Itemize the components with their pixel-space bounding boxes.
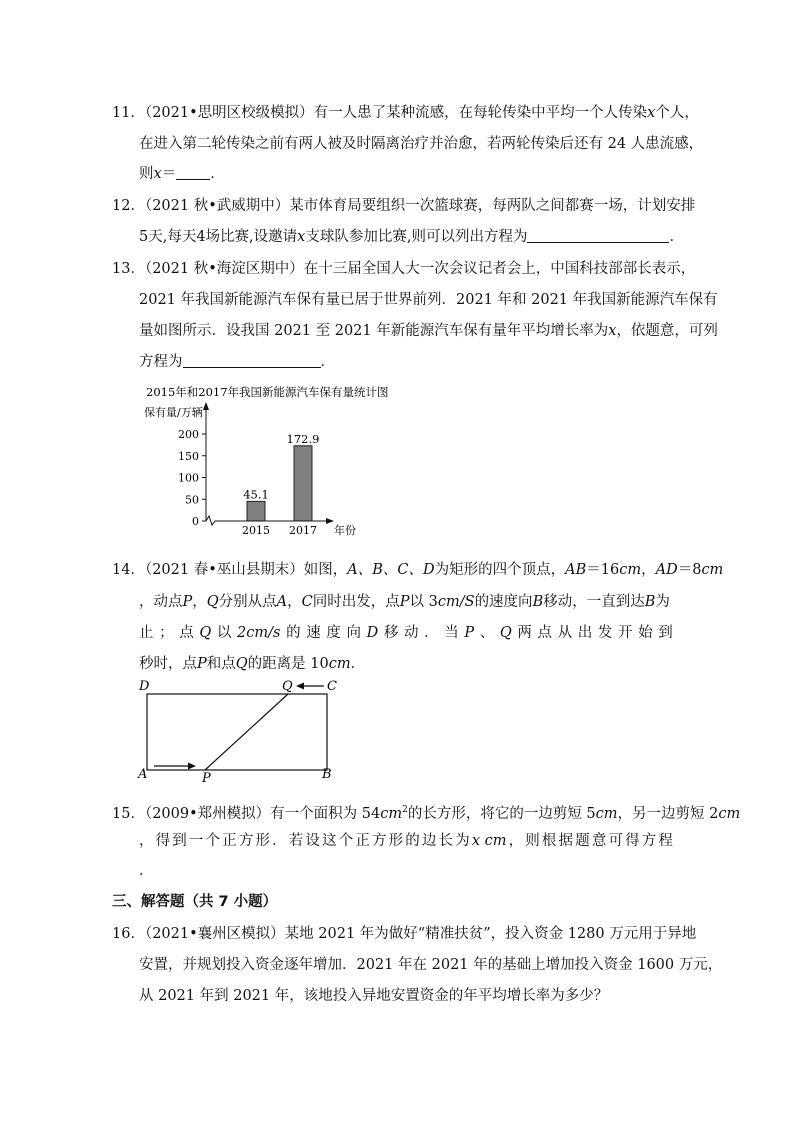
- text-cell: 正: [355, 833, 370, 849]
- text-cell: 从: [557, 625, 573, 641]
- text-cell: ．: [424, 625, 439, 641]
- x-tick-label: 2017: [289, 524, 317, 537]
- text-cell: 若: [288, 833, 304, 849]
- text-cell: 到: [658, 625, 673, 641]
- bar: [247, 501, 265, 521]
- text-cell: 个: [338, 833, 354, 849]
- text-cell: 开: [618, 625, 633, 641]
- text-cell: 形: [255, 833, 270, 849]
- text-cell: 长: [438, 833, 454, 849]
- x-axis-arrowhead: [326, 518, 334, 524]
- q13-line1: 13．（2021 秋•海淀区期中）在十三届全国人大一次会议记者会上，中国科技部部长表示，: [112, 261, 696, 277]
- text-cell: ，: [508, 833, 524, 849]
- text-cell: 个: [205, 833, 221, 849]
- segment-pq: [205, 694, 288, 770]
- text-cell: D: [366, 625, 379, 641]
- text-cell: 正: [222, 833, 237, 849]
- q11-line2: 在进入第二轮传染之前有两人被及时隔离治疗并治愈，若两轮传染后还有 24 人患流感，: [139, 136, 704, 152]
- y-axis-label: 保有量/万辆: [144, 406, 203, 419]
- rectangle-figure: [132, 674, 352, 786]
- q13-line3: 量如图所示．设我国 2021 至 2021 年新能源汽车保有量年平均增长率为x，依题意，可列: [139, 323, 718, 339]
- label-d: D: [139, 679, 150, 694]
- x-tick-label: 2015: [242, 524, 270, 537]
- text-cell: 向: [346, 625, 361, 641]
- text-cell: 题: [575, 833, 590, 849]
- text-cell: ，: [139, 833, 154, 849]
- q11-line3: 则x＝ ．: [139, 166, 225, 182]
- q14-line2: ，动点P，Q分别从点A，C同时出发，点P以 3cm/S的速度向B移动，一直到达B为: [139, 594, 670, 610]
- text-cell: 点: [179, 625, 194, 641]
- text-cell: 止: [139, 625, 154, 641]
- q11-line1: 11．（2021•思明区校级模拟）有一人患了某种流感，在每轮传染中平均一个人传染x个人，: [112, 105, 699, 121]
- x-axis-label: 年份: [334, 524, 356, 537]
- text-cell: 边: [421, 833, 437, 849]
- text-cell: 方: [641, 833, 657, 849]
- label-q: Q: [282, 679, 293, 694]
- q15-line2: [139, 831, 673, 851]
- q14-line4: 秒时，点P和点Q的距离是 10cm．: [139, 656, 366, 672]
- section-heading: 三、解答题（共 7 小题）: [112, 894, 278, 910]
- text-cell: 得: [625, 833, 640, 849]
- q16-line3: 从 2021 年到 2021 年，该地投入异地安置资金的年平均增长率为多少？: [139, 988, 609, 1004]
- text-cell: 度: [326, 625, 341, 641]
- question-number: 15．: [112, 805, 145, 822]
- arrowhead-right: [188, 763, 196, 770]
- y-tick-label: 50: [185, 493, 199, 507]
- text-cell: 形: [388, 833, 404, 849]
- text-cell: 得: [155, 833, 171, 849]
- y-axis-ticks: [178, 402, 209, 528]
- text-cell: 移: [383, 625, 399, 641]
- label-b: B: [322, 767, 332, 782]
- q15-line3: ．: [139, 863, 154, 879]
- text-cell: 点: [537, 625, 552, 641]
- text-cell: 意: [591, 833, 607, 849]
- text-cell: 的: [405, 833, 420, 849]
- text-cell: 发: [597, 625, 613, 641]
- answer-blank[interactable]: [176, 165, 210, 180]
- text-cell: 速: [306, 625, 321, 641]
- y-tick-label: 150: [178, 449, 199, 463]
- y-axis-arrowhead: [203, 402, 209, 410]
- arrowhead-left: [296, 683, 304, 690]
- text-cell: 为: [455, 833, 470, 849]
- question-number: 11．: [112, 105, 145, 121]
- text-cell: ．: [272, 833, 287, 849]
- text-cell: 始: [638, 625, 653, 641]
- question-number: 16．: [112, 926, 145, 942]
- text-cell: x cm: [471, 833, 507, 849]
- y-tick-label: 100: [178, 471, 199, 485]
- text-cell: 程: [658, 833, 673, 849]
- q14-line1: 14．（2021 春•巫山县期末）如图，A、B、C、D为矩形的四个顶点，AB＝16cm，AD＝8cm: [112, 562, 724, 578]
- text-cell: 、: [479, 625, 495, 641]
- text-cell: 一: [188, 833, 204, 849]
- q13-line4: 方程为 ．: [139, 354, 335, 370]
- q14-line3: [139, 623, 673, 643]
- text-cell: 2cm/s: [237, 625, 281, 641]
- text-cell: 可: [608, 833, 623, 849]
- chart-title: 2015年和2017年我国新能源汽车保有量统计图: [146, 385, 389, 399]
- q12-line2: 5天,每天4场比赛,设邀请x支球队参加比赛,则可以列出方程为 ．: [139, 229, 684, 245]
- y-tick-label: 200: [178, 428, 199, 441]
- q13-line2: 2021 年我国新能源汽车保有量已居于世界前列．2021 年和 2021 年我国新能源汽车保有: [139, 292, 718, 308]
- text-cell: 两: [517, 625, 532, 641]
- text-cell: 当: [444, 625, 459, 641]
- text-cell: P: [464, 625, 475, 641]
- text-cell: 到: [172, 833, 187, 849]
- label-a: A: [138, 767, 148, 782]
- answer-blank[interactable]: [527, 228, 669, 243]
- data-label: 172.9: [286, 431, 320, 446]
- data-label: 45.1: [243, 487, 269, 502]
- text-cell: 出: [577, 625, 593, 641]
- bar: [294, 446, 312, 521]
- text-cell: Q: [499, 625, 512, 641]
- text-cell: 的: [286, 625, 301, 641]
- rectangle-abcd: [147, 694, 327, 770]
- text-cell: Q: [199, 625, 212, 641]
- answer-blank[interactable]: [183, 353, 321, 368]
- y-tick-label: 0: [192, 515, 199, 528]
- q15-line1: 15．（2009•郑州模拟）有一个面积为 $54cm^2$的长方形，将它的一边剪短 5cm，另一边剪短 2cm: [112, 805, 741, 822]
- text-cell: 以: [216, 625, 232, 641]
- text-cell: ；: [159, 625, 174, 641]
- bar-chart: [140, 380, 400, 540]
- text-cell: 动: [403, 625, 419, 641]
- text-cell: 根: [541, 833, 557, 849]
- label-p: P: [202, 771, 211, 786]
- text-cell: 方: [371, 833, 387, 849]
- question-number: 14．: [112, 562, 145, 578]
- question-number: 13．: [112, 261, 145, 277]
- q12-line1: 12．（2021 秋•武威期中）某市体育局要组织一次篮球赛，每两队之间都赛一场，计划安排: [112, 198, 696, 214]
- text-cell: 这: [322, 833, 337, 849]
- label-c: C: [327, 679, 337, 694]
- text-cell: 据: [558, 833, 574, 849]
- text-cell: 设: [305, 833, 320, 849]
- text-cell: 方: [238, 833, 254, 849]
- q16-line1: 16．（2021•襄州区模拟）某地 2021 年为做好“精准扶贫”，投入资金 1280 万元用于异地: [112, 926, 697, 942]
- q16-line2: 安置，并规划投入资金逐年增加．2021 年在 2021 年的基础上增加投入资金 1600 万元，: [139, 957, 723, 973]
- text-cell: 则: [525, 833, 540, 849]
- question-number: 12．: [112, 198, 145, 214]
